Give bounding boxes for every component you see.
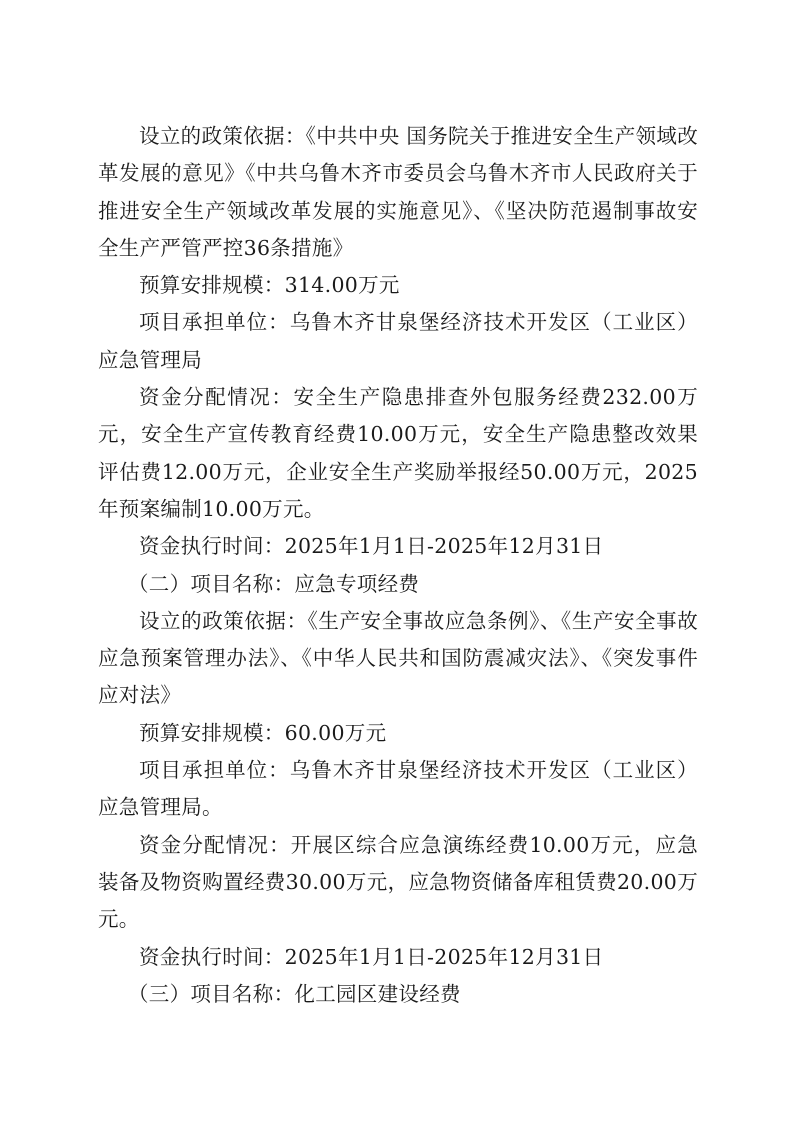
execution-period-2: 资金执行时间：2025年1月1日-2025年12月31日 — [139, 944, 604, 969]
execution-period: 资金执行时间：2025年1月1日-2025年12月31日 — [139, 534, 604, 559]
policy-basis-paragraph-2: 设立的政策依据：《生产安全事故应急条例》、《生产安全事故应急预案管理办法》、《中华人民共和国防震减灾法》、《突发事件应对法》 — [98, 608, 698, 708]
budget-scale-2: 预算安排规模：60.00万元 — [139, 720, 387, 745]
section-heading-2: （二）项目名称：应急专项经费 — [128, 571, 420, 596]
responsible-unit: 项目承担单位：乌鲁木齐甘泉堡经济技术开发区（工业区）应急管理局 — [98, 310, 698, 372]
section-heading-3: （三）项目名称：化工园区建设经费 — [128, 981, 461, 1006]
fund-allocation: 资金分配情况：安全生产隐患排查外包服务经费232.00万元，安全生产宣传教育经费10.00万元，安全生产隐患整改效果评估费12.00万元，企业安全生产奖励举报经50.00万元，2025年预案编制10.00万元。 — [98, 385, 698, 521]
fund-allocation-2: 资金分配情况：开展区综合应急演练经费10.00万元，应急装备及物资购置经费30.00万元，应急物资储备库租赁费20.00万元。 — [98, 832, 698, 932]
document-body — [98, 118, 698, 1013]
policy-basis-paragraph: 设立的政策依据：《中共中央 国务院关于推进安全生产领域改革发展的意见》《中共乌鲁木齐市委员会乌鲁木齐市人民政府关于推进安全生产领域改革发展的实施意见》、《坚决防范遏制事故安全生产严管严控36条措施》 — [98, 124, 698, 260]
budget-scale: 预算安排规模：314.00万元 — [139, 273, 400, 298]
responsible-unit-2: 项目承担单位：乌鲁木齐甘泉堡经济技术开发区（工业区）应急管理局。 — [98, 758, 698, 820]
